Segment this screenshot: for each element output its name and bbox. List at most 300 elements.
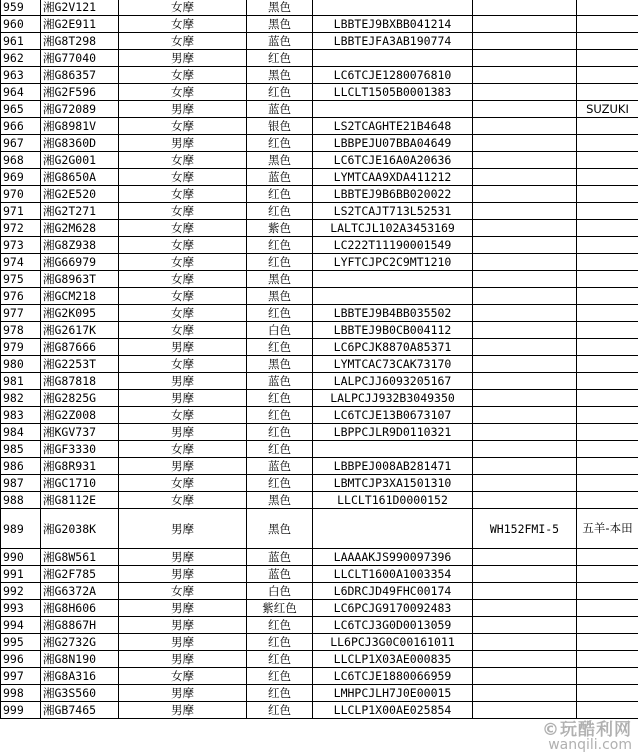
brand-name xyxy=(577,322,638,339)
vehicle-type: 女摩 xyxy=(119,583,247,600)
vin-number: L6DRCJD49FHC00174 xyxy=(313,583,473,600)
row-number: 993 xyxy=(1,600,41,617)
vehicle-color: 蓝色 xyxy=(247,33,313,50)
row-number: 977 xyxy=(1,305,41,322)
engine-number xyxy=(473,339,577,356)
table-row xyxy=(1,152,638,169)
vehicle-type: 女摩 xyxy=(119,254,247,271)
table-row xyxy=(1,509,638,549)
vehicle-type: 男摩 xyxy=(119,600,247,617)
table-row xyxy=(1,600,638,617)
row-number: 972 xyxy=(1,220,41,237)
vin-number: LC6TCJE13B0673107 xyxy=(313,407,473,424)
plate-number: 湘G3S560 xyxy=(41,685,119,702)
vin-number: LC6PCJK8870A85371 xyxy=(313,339,473,356)
row-number: 983 xyxy=(1,407,41,424)
plate-number: 湘G2617K xyxy=(41,322,119,339)
vehicle-type: 男摩 xyxy=(119,339,247,356)
vehicle-color: 黑色 xyxy=(247,492,313,509)
vin-number: LALPCJJ932B3049350 xyxy=(313,390,473,407)
row-number: 968 xyxy=(1,152,41,169)
row-number: 994 xyxy=(1,617,41,634)
vehicle-color: 红色 xyxy=(247,407,313,424)
vehicle-type: 女摩 xyxy=(119,356,247,373)
engine-number xyxy=(473,16,577,33)
engine-number xyxy=(473,305,577,322)
vin-number xyxy=(313,0,473,16)
vin-number: LBBTEJ9B6BB020022 xyxy=(313,186,473,203)
brand-name xyxy=(577,220,638,237)
engine-number xyxy=(473,254,577,271)
engine-number xyxy=(473,203,577,220)
vin-number: LBBTEJ9B4BB035502 xyxy=(313,305,473,322)
vehicle-color: 红色 xyxy=(247,84,313,101)
plate-number: 湘G66979 xyxy=(41,254,119,271)
table-body xyxy=(1,0,638,719)
engine-number xyxy=(473,685,577,702)
table-row xyxy=(1,135,638,152)
table-row xyxy=(1,390,638,407)
row-number: 984 xyxy=(1,424,41,441)
plate-number: 湘G8R931 xyxy=(41,458,119,475)
vehicle-color: 红色 xyxy=(247,668,313,685)
brand-name xyxy=(577,33,638,50)
table-row xyxy=(1,67,638,84)
engine-number xyxy=(473,600,577,617)
engine-number xyxy=(473,271,577,288)
engine-number xyxy=(473,634,577,651)
row-number: 962 xyxy=(1,50,41,67)
watermark-url: wanqili.com xyxy=(548,737,632,753)
vin-number xyxy=(313,509,473,549)
brand-name xyxy=(577,634,638,651)
engine-number xyxy=(473,566,577,583)
row-number: 961 xyxy=(1,33,41,50)
brand-name xyxy=(577,549,638,566)
vehicle-type: 女摩 xyxy=(119,118,247,135)
vin-number xyxy=(313,101,473,118)
engine-number xyxy=(473,186,577,203)
table-row xyxy=(1,33,638,50)
vehicle-color: 红色 xyxy=(247,135,313,152)
vin-number: LC6TCJ3G0D0013059 xyxy=(313,617,473,634)
plate-number: 湘G2E520 xyxy=(41,186,119,203)
brand-name xyxy=(577,583,638,600)
table-row xyxy=(1,617,638,634)
vin-number: LBBTEJFA3AB190774 xyxy=(313,33,473,50)
plate-number: 湘G8H606 xyxy=(41,600,119,617)
vin-number: LLCLP1X03AE000835 xyxy=(313,651,473,668)
engine-number xyxy=(473,0,577,16)
plate-number: 湘G8650A xyxy=(41,169,119,186)
brand-name xyxy=(577,617,638,634)
vehicle-color: 蓝色 xyxy=(247,373,313,390)
row-number: 987 xyxy=(1,475,41,492)
vin-number: LC6TCJE1880066959 xyxy=(313,668,473,685)
plate-number: 湘G77040 xyxy=(41,50,119,67)
vehicle-color: 蓝色 xyxy=(247,549,313,566)
table-row xyxy=(1,458,638,475)
row-number: 974 xyxy=(1,254,41,271)
vin-number: LBBTEJ9B0CB004112 xyxy=(313,322,473,339)
vin-number: LBBTEJ9BXBB041214 xyxy=(313,16,473,33)
vehicle-color: 红色 xyxy=(247,305,313,322)
brand-name xyxy=(577,339,638,356)
vehicle-type: 男摩 xyxy=(119,685,247,702)
plate-number: 湘G2K095 xyxy=(41,305,119,322)
vehicle-type: 男摩 xyxy=(119,50,247,67)
vehicle-type: 男摩 xyxy=(119,373,247,390)
plate-number: 湘GC1710 xyxy=(41,475,119,492)
engine-number xyxy=(473,407,577,424)
plate-number: 湘GF3330 xyxy=(41,441,119,458)
plate-number: 湘G8867H xyxy=(41,617,119,634)
vehicle-type: 女摩 xyxy=(119,288,247,305)
plate-number: 湘G2253T xyxy=(41,356,119,373)
vehicle-color: 黑色 xyxy=(247,356,313,373)
vehicle-color: 黑色 xyxy=(247,67,313,84)
row-number: 982 xyxy=(1,390,41,407)
table-row xyxy=(1,651,638,668)
vehicle-color: 白色 xyxy=(247,583,313,600)
table-row xyxy=(1,407,638,424)
row-number: 959 xyxy=(1,0,41,16)
brand-name xyxy=(577,600,638,617)
brand-name xyxy=(577,424,638,441)
row-number: 971 xyxy=(1,203,41,220)
vin-number: LYFTCJPC2C9MT1210 xyxy=(313,254,473,271)
table-row xyxy=(1,441,638,458)
engine-number xyxy=(473,617,577,634)
vehicle-color: 红色 xyxy=(247,651,313,668)
brand-name: 五羊-本田 xyxy=(577,509,638,549)
brand-name: SUZUKI xyxy=(577,101,638,118)
plate-number: 湘G72089 xyxy=(41,101,119,118)
vehicle-type: 女摩 xyxy=(119,441,247,458)
brand-name xyxy=(577,118,638,135)
engine-number xyxy=(473,356,577,373)
engine-number xyxy=(473,67,577,84)
engine-number xyxy=(473,373,577,390)
plate-number: 湘GCM218 xyxy=(41,288,119,305)
plate-number: 湘G2F785 xyxy=(41,566,119,583)
brand-name xyxy=(577,458,638,475)
vehicle-type: 男摩 xyxy=(119,101,247,118)
table-row xyxy=(1,566,638,583)
engine-number xyxy=(473,135,577,152)
brand-name xyxy=(577,390,638,407)
row-number: 985 xyxy=(1,441,41,458)
brand-name xyxy=(577,16,638,33)
vehicle-type: 女摩 xyxy=(119,186,247,203)
row-number: 978 xyxy=(1,322,41,339)
vehicle-type: 女摩 xyxy=(119,492,247,509)
vehicle-color: 蓝色 xyxy=(247,169,313,186)
vin-number xyxy=(313,271,473,288)
vin-number: LLCLP1X00AE025854 xyxy=(313,702,473,719)
plate-number: 湘G8A316 xyxy=(41,668,119,685)
engine-number xyxy=(473,220,577,237)
vin-number: LBPPCJLR9D0110321 xyxy=(313,424,473,441)
vehicle-color: 红色 xyxy=(247,475,313,492)
row-number: 964 xyxy=(1,84,41,101)
brand-name xyxy=(577,271,638,288)
brand-name xyxy=(577,0,638,16)
row-number: 979 xyxy=(1,339,41,356)
vin-number: LS2TCAJT713L52531 xyxy=(313,203,473,220)
engine-number xyxy=(473,33,577,50)
brand-name xyxy=(577,135,638,152)
row-number: 976 xyxy=(1,288,41,305)
row-number: 980 xyxy=(1,356,41,373)
brand-name xyxy=(577,475,638,492)
vehicle-color: 蓝色 xyxy=(247,101,313,118)
vehicle-color: 黑色 xyxy=(247,152,313,169)
vehicle-color: 黑色 xyxy=(247,0,313,16)
engine-number: WH152FMI-5 xyxy=(473,509,577,549)
table-row xyxy=(1,203,638,220)
brand-name xyxy=(577,441,638,458)
row-number: 991 xyxy=(1,566,41,583)
plate-number: 湘G8963T xyxy=(41,271,119,288)
engine-number xyxy=(473,651,577,668)
brand-name xyxy=(577,668,638,685)
plate-number: 湘G8W561 xyxy=(41,549,119,566)
vin-number: LALPCJJ6093205167 xyxy=(313,373,473,390)
row-number: 981 xyxy=(1,373,41,390)
brand-name xyxy=(577,237,638,254)
engine-number xyxy=(473,492,577,509)
row-number: 965 xyxy=(1,101,41,118)
brand-name xyxy=(577,288,638,305)
brand-name xyxy=(577,254,638,271)
plate-number: 湘G2Z008 xyxy=(41,407,119,424)
vehicle-color: 紫红色 xyxy=(247,600,313,617)
vin-number: LYMTCAA9XDA411212 xyxy=(313,169,473,186)
vehicle-color: 红色 xyxy=(247,424,313,441)
vehicle-type: 女摩 xyxy=(119,84,247,101)
row-number: 963 xyxy=(1,67,41,84)
vehicle-color: 蓝色 xyxy=(247,458,313,475)
row-number: 997 xyxy=(1,668,41,685)
plate-number: 湘G2825G xyxy=(41,390,119,407)
vehicle-type: 男摩 xyxy=(119,566,247,583)
vehicle-type: 女摩 xyxy=(119,407,247,424)
vehicle-color: 黑色 xyxy=(247,271,313,288)
vehicle-color: 红色 xyxy=(247,634,313,651)
engine-number xyxy=(473,424,577,441)
vehicle-type: 女摩 xyxy=(119,67,247,84)
plate-number: 湘G8T298 xyxy=(41,33,119,50)
table-row xyxy=(1,0,638,16)
engine-number xyxy=(473,583,577,600)
table-row xyxy=(1,16,638,33)
engine-number xyxy=(473,50,577,67)
brand-name xyxy=(577,186,638,203)
plate-number: 湘G8N190 xyxy=(41,651,119,668)
plate-number: 湘G2038K xyxy=(41,509,119,549)
table-row xyxy=(1,702,638,719)
vehicle-color: 红色 xyxy=(247,685,313,702)
table-row xyxy=(1,668,638,685)
row-number: 966 xyxy=(1,118,41,135)
vehicle-color: 红色 xyxy=(247,339,313,356)
plate-number: 湘G8112E xyxy=(41,492,119,509)
vin-number xyxy=(313,288,473,305)
brand-name xyxy=(577,305,638,322)
vehicle-type: 男摩 xyxy=(119,617,247,634)
table-row xyxy=(1,288,638,305)
brand-name xyxy=(577,67,638,84)
brand-name xyxy=(577,169,638,186)
brand-name xyxy=(577,203,638,220)
table-row xyxy=(1,549,638,566)
vin-number: LYMTCAC73CAK73170 xyxy=(313,356,473,373)
engine-number xyxy=(473,668,577,685)
table-row xyxy=(1,271,638,288)
vehicle-color: 红色 xyxy=(247,254,313,271)
brand-name xyxy=(577,566,638,583)
vehicle-type: 女摩 xyxy=(119,305,247,322)
table-row xyxy=(1,322,638,339)
vehicle-type: 女摩 xyxy=(119,152,247,169)
brand-name xyxy=(577,492,638,509)
row-number: 992 xyxy=(1,583,41,600)
vehicle-type: 女摩 xyxy=(119,220,247,237)
table-row xyxy=(1,634,638,651)
vin-number: LALTCJL102A3453169 xyxy=(313,220,473,237)
vin-number: LL6PCJ3G0C00161011 xyxy=(313,634,473,651)
engine-number xyxy=(473,288,577,305)
table-row xyxy=(1,101,638,118)
plate-number: 湘G8360D xyxy=(41,135,119,152)
plate-number: 湘G6372A xyxy=(41,583,119,600)
plate-number: 湘G2F596 xyxy=(41,84,119,101)
plate-number: 湘G87818 xyxy=(41,373,119,390)
plate-number: 湘G8Z938 xyxy=(41,237,119,254)
vehicle-color: 红色 xyxy=(247,617,313,634)
table-row xyxy=(1,186,638,203)
vehicle-type: 男摩 xyxy=(119,458,247,475)
vehicle-type: 男摩 xyxy=(119,702,247,719)
plate-number: 湘G2T271 xyxy=(41,203,119,220)
engine-number xyxy=(473,237,577,254)
vin-number xyxy=(313,441,473,458)
vehicle-color: 蓝色 xyxy=(247,566,313,583)
table-row xyxy=(1,356,638,373)
vehicle-type: 男摩 xyxy=(119,651,247,668)
watermark-brand: ©玩酷利网 xyxy=(542,720,632,740)
plate-number: 湘G86357 xyxy=(41,67,119,84)
table-row xyxy=(1,169,638,186)
row-number: 969 xyxy=(1,169,41,186)
row-number: 967 xyxy=(1,135,41,152)
vin-number: LBMTCJP3XA1501310 xyxy=(313,475,473,492)
vin-number: LC222T11190001549 xyxy=(313,237,473,254)
vehicle-color: 红色 xyxy=(247,50,313,67)
vehicle-type: 女摩 xyxy=(119,271,247,288)
row-number: 973 xyxy=(1,237,41,254)
plate-number: 湘G2M628 xyxy=(41,220,119,237)
vehicle-color: 黑色 xyxy=(247,288,313,305)
vehicle-color: 红色 xyxy=(247,702,313,719)
vin-number: LLCLT161D0000152 xyxy=(313,492,473,509)
vehicle-type: 男摩 xyxy=(119,390,247,407)
row-number: 999 xyxy=(1,702,41,719)
table-row xyxy=(1,50,638,67)
vin-number: LLCLT1505B0001383 xyxy=(313,84,473,101)
vehicle-type: 女摩 xyxy=(119,169,247,186)
vehicle-type: 女摩 xyxy=(119,475,247,492)
engine-number xyxy=(473,475,577,492)
vin-number: LLCLT1600A1003354 xyxy=(313,566,473,583)
brand-name xyxy=(577,152,638,169)
engine-number xyxy=(473,101,577,118)
brand-name xyxy=(577,373,638,390)
row-number: 996 xyxy=(1,651,41,668)
vehicle-type: 女摩 xyxy=(119,33,247,50)
vin-number: LAAAAKJS990097396 xyxy=(313,549,473,566)
vin-number: LC6TCJE16A0A20636 xyxy=(313,152,473,169)
plate-number: 湘G2G001 xyxy=(41,152,119,169)
vehicle-type: 男摩 xyxy=(119,509,247,549)
table-row xyxy=(1,373,638,390)
table-row xyxy=(1,339,638,356)
brand-name xyxy=(577,702,638,719)
engine-number xyxy=(473,702,577,719)
vehicle-type: 男摩 xyxy=(119,549,247,566)
row-number: 989 xyxy=(1,509,41,549)
row-number: 975 xyxy=(1,271,41,288)
vehicle-type: 女摩 xyxy=(119,237,247,254)
engine-number xyxy=(473,152,577,169)
vin-number: LBBPEJU07BBA04649 xyxy=(313,135,473,152)
vin-number: LBBPEJ008AB281471 xyxy=(313,458,473,475)
table-row xyxy=(1,118,638,135)
table-row xyxy=(1,220,638,237)
vehicle-color: 黑色 xyxy=(247,509,313,549)
table-row xyxy=(1,254,638,271)
plate-number: 湘G2E911 xyxy=(41,16,119,33)
plate-number: 湘G2V121 xyxy=(41,0,119,16)
watermark xyxy=(542,720,632,753)
vehicle-color: 紫色 xyxy=(247,220,313,237)
vin-number: LMHPCJLH7J0E00015 xyxy=(313,685,473,702)
vehicle-color: 红色 xyxy=(247,441,313,458)
vehicle-color: 红色 xyxy=(247,186,313,203)
vehicle-type: 女摩 xyxy=(119,322,247,339)
vin-number: LC6TCJE1280076810 xyxy=(313,67,473,84)
brand-name xyxy=(577,50,638,67)
row-number: 988 xyxy=(1,492,41,509)
engine-number xyxy=(473,84,577,101)
brand-name xyxy=(577,407,638,424)
vehicle-type: 女摩 xyxy=(119,16,247,33)
engine-number xyxy=(473,390,577,407)
table-row xyxy=(1,492,638,509)
table-row xyxy=(1,305,638,322)
row-number: 960 xyxy=(1,16,41,33)
vehicle-type: 男摩 xyxy=(119,424,247,441)
brand-name xyxy=(577,84,638,101)
engine-number xyxy=(473,169,577,186)
vin-number xyxy=(313,50,473,67)
row-number: 986 xyxy=(1,458,41,475)
row-number: 995 xyxy=(1,634,41,651)
engine-number xyxy=(473,322,577,339)
engine-number xyxy=(473,118,577,135)
vehicle-type: 女摩 xyxy=(119,203,247,220)
